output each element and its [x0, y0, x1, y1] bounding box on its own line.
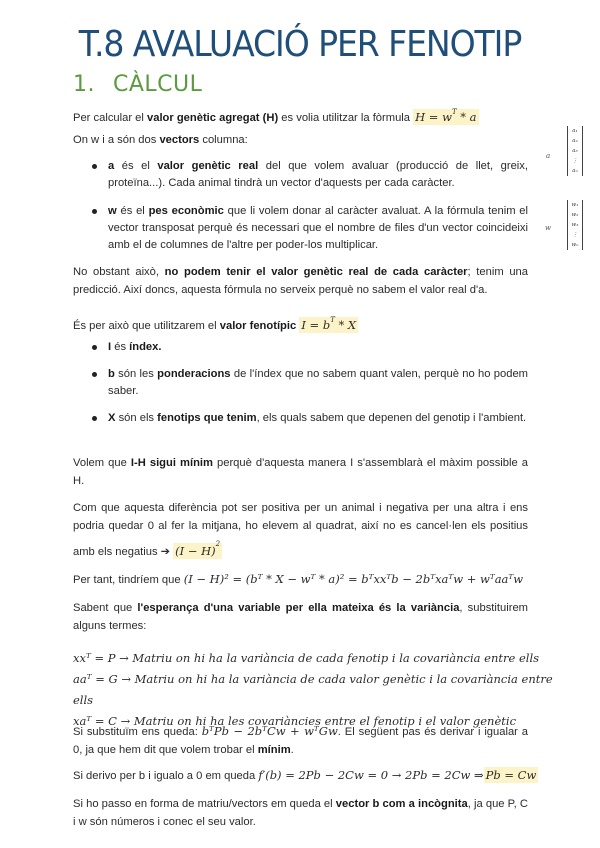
page-title: T.8 AVALUACIÓ PER FENOTIP	[78, 24, 522, 65]
paragraph-minim: Volem que I-H sigui mínim perquè d'aquesta manera I s'assemblarà el màxim possible a H.	[73, 457, 528, 487]
vector-w-matrix: w₁ w₂ w₃ ⋮ wₙ	[567, 200, 583, 250]
formula-substituted: bᵀPb − 2bᵀCw + wᵀGw	[201, 724, 338, 738]
section-label: CÀLCUL	[113, 72, 203, 97]
equation-list	[73, 648, 553, 732]
formula-derivative: f′(b) = 2Pb − 2Cw = 0 → 2Pb = 2Cw ⇒	[258, 768, 484, 782]
vector-a-label: a	[546, 152, 551, 160]
paragraph-substitution: Si substituïm ens queda: bᵀPb − 2bᵀCw + wᵀGw. El següent pas és derivar i igualar a 0, ja que hem dit que volem trobar el mínim.	[73, 724, 528, 756]
formula-i: $I = b^T * X$	[301, 316, 357, 332]
paragraph-formula-i: És per això que utilitzarem el valor fenotípic $I = b^T * X$	[73, 316, 357, 332]
paragraph-expansion: Per tant, tindríem que (I − H)² = (bᵀ * X − wᵀ * a)² = bᵀxxᵀb − 2bᵀxaᵀw + wᵀaaᵀw	[73, 572, 524, 586]
formula-expansion: (I − H)² = (bᵀ * X − wᵀ * a)² = bᵀxxᵀb − 2bᵀxaᵀw + wᵀaaᵀw	[183, 572, 524, 586]
equation-c: xaᵀ = C → Matriu on hi ha les covariàncies entre el fenotip i el valor genètic	[73, 714, 517, 728]
section-heading	[73, 72, 202, 97]
bullet-icon	[92, 209, 97, 214]
section-number: 1.	[73, 72, 95, 97]
paragraph-formula-h: Per calcular el valor genètic agregat (H) es volia utilitzar la fòrmula $H = w^T * a$	[73, 108, 477, 124]
paragraph-no-obstant: No obstant això, no podem tenir el valor genètic real de cada caràcter; tenim una predicció. Així doncs, aquesta fórmula no serveix perquè no sabem el valor real d'a.	[73, 266, 528, 296]
formula-h: $H = w^T * a$	[415, 108, 477, 124]
paragraph-derivative: Si derivo per b i igualo a 0 em queda f′(b) = 2Pb − 2Cw = 0 → 2Pb = 2Cw ⇒ Pb = Cw	[73, 768, 537, 782]
list-item-a: a és el valor genètic real del que volem avaluar (producció de llet, greix, proteïna...). Cada animal tindrà un vector d'aquests per cada caràcter.	[108, 158, 528, 192]
equation-g: aaᵀ = G → Matriu on hi ha la variància de cada valor genètic i la covariància entre ells	[73, 672, 553, 707]
paragraph-vectors: On w i a són dos vectors columna:	[73, 134, 248, 146]
equation-p: xxᵀ = P → Matriu on hi ha la variància de cada fenotip i la covariància entre ells	[73, 651, 540, 665]
list-item-x: X són els fenotips que tenim, els quals sabem que depenen del genotip i l'ambient.	[108, 410, 528, 427]
list-item-w: w és el pes econòmic que li volem donar al caràcter avaluat. A la fórmula tenim el vector transposat perquè és necessari que el nombre de files d'un vector coincideixi amb el de columnes de l'altre per poder-los multiplicar.	[108, 203, 528, 254]
paragraph-conclusion: Si ho passo en forma de matriu/vectors em queda el vector b com a incògnita, ja que P, C i w són números i conec el seu valor.	[73, 798, 529, 828]
vector-a-matrix: a₁ a₂ a₃ ⋮ aₙ	[567, 126, 583, 176]
bullet-icon	[92, 416, 97, 421]
list-item-i: I és índex.	[108, 339, 528, 356]
list-item-b: b són les ponderacions de l'índex que no sabem quant valen, perquè no ho podem saber.	[108, 366, 528, 400]
vector-w-label: w	[545, 224, 551, 232]
bullet-icon	[92, 345, 97, 350]
formula-square: $(I - H)^2$	[175, 540, 221, 558]
paragraph-esperanca: Sabent que l'esperança d'una variable per ella mateixa és la variància, substituirem alguns termes:	[73, 602, 528, 632]
paragraph-quadrat: Com que aquesta diferència pot ser positiva per un animal i negativa per una altra i ens podria quedar 0 al fer la mitjana, ho elevem al quadrat, així no es cancel·len els positius amb els negatius ➔ $(I - H)^2$	[73, 502, 528, 558]
bullet-icon	[92, 372, 97, 377]
formula-result: Pb = Cw	[485, 768, 537, 782]
bullet-icon	[92, 164, 97, 169]
